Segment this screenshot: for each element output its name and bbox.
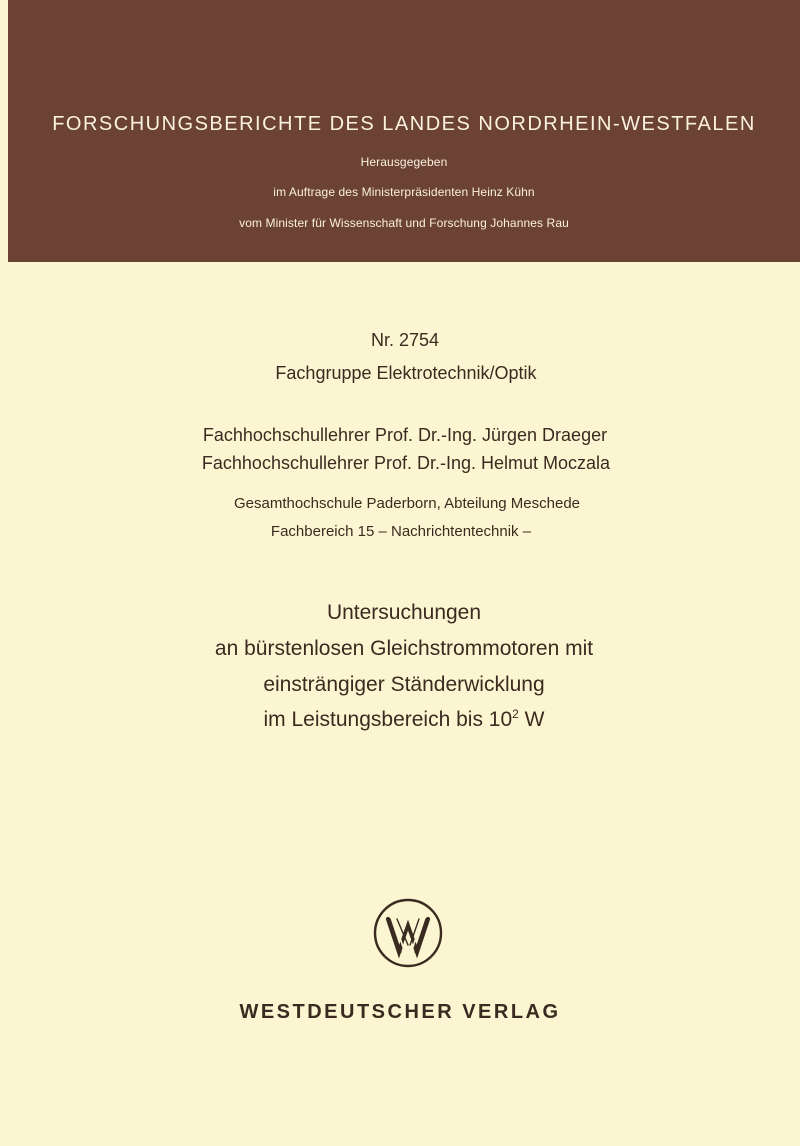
title-line-4-prefix: im Leistungsbereich bis 10	[263, 708, 513, 731]
author-2: Fachhochschullehrer Prof. Dr.-Ing. Helmut Moczala	[201, 453, 611, 473]
commission-line: im Auftrage des Ministerpräsidenten Heinz Kühn	[273, 185, 535, 199]
affiliation-line-1: Gesamthochschule Paderborn, Abteilung Meschede	[233, 495, 581, 512]
minister-line: vom Minister für Wissenschaft und Forschung Johannes Rau	[239, 216, 569, 230]
title-line-4	[0, 707, 800, 733]
title-line-3: einsträngiger Ständerwicklung	[263, 673, 545, 696]
header-band	[8, 0, 800, 262]
title-exponent: 2	[512, 707, 519, 721]
editor-line: Herausgegeben	[360, 155, 448, 169]
title-line-2: an bürstenlosen Gleichstrommotoren mit	[214, 637, 594, 660]
series-title: FORSCHUNGSBERICHTE DES LANDES NORDRHEIN-WESTFALEN	[52, 113, 756, 135]
report-number: Nr. 2754	[370, 330, 440, 350]
ww-publisher-monogram-icon	[372, 897, 444, 969]
title-line-4-suffix: W	[518, 708, 545, 731]
subject-group: Fachgruppe Elektrotechnik/Optik	[275, 363, 537, 383]
title-line-1: Untersuchungen	[326, 601, 482, 624]
publisher-name: WESTDEUTSCHER VERLAG	[239, 1001, 561, 1023]
author-1: Fachhochschullehrer Prof. Dr.-Ing. Jürgen Draeger	[202, 425, 608, 445]
affiliation-line-2: Fachbereich 15 – Nachrichtentechnik –	[270, 523, 532, 540]
